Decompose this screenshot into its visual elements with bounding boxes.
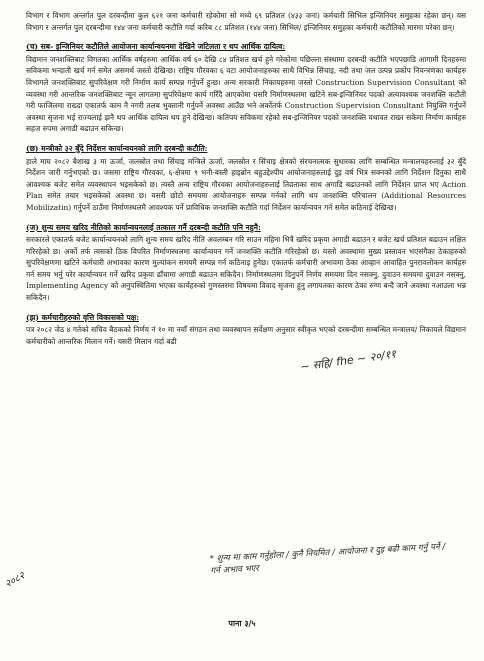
section-chha	[26, 143, 466, 214]
section-body: पत्र २०८२ जेठ ४ गतेको सचिव बैठकको निर्णय नं १० मा नयाँ संगठन तथा व्यवस्थापन सर्वेक्षण अनुसार स्वीकृत भएको दरबन्दीमा सम्बन्धित मन्त्रालय/ निकायले विद्यमान कर्मचारीको आन्तरिक मिलान गर्ने। यसरी मिलान गर्दा बढी	[26, 325, 466, 346]
section-ja	[26, 222, 466, 304]
intro-paragraph: विभाग र विभाग अन्तर्गत पुल दरबन्दीमा कुल ६२१ जना कर्मचारी रहेकोमा सो मध्ये ६९ प्रतिशत (४३३ जना) कर्मचारी सिभिल इन्जिनियर समुहका रहेका छन्। यस विभाग र अन्तर्गत पुल दरबन्दीमा १४४ जना कर्मचारी कटौति गर्दा करिब ८८ प्रतिशत (१४४ जना) सिभिल/ इन्जिनियर समुहका कर्मचारी कटौतिको मारमा परेका छन्।	[26, 11, 466, 32]
page-number: पाना ३/५	[228, 618, 256, 628]
section-body: हाले माघ २०८२ बैशाख ३ मा ऊर्जा, जलस्रोत तथा सिंचाइ मन्त्रिले ऊर्जा, जलस्रोत र सिंचाइ क्षेत्रको संरचनात्मक सुधारका लागि सम्बन्धित मन्त्रालयहरुलाई ३२ बुँदे निर्देशन जारी गर्नुभएको छ। जसमा राष्ट्रिय गौरवका, ६-क्षेत्रमा ९ भनी-बस्ती हाइब्रोन बहुउद्देश्यीय आयोजनाहरुलाई दुइ वर्ष भित्र सक्नको लागि निर्देशन दिनुका साथै आवश्यक बजेट समेत व्यवस्थापन भइसकेको छ। त्यस्तै अन्य राष्ट्रिय गौरवका आयोजनाहरुलाई तिव्रताका साथ अगाडि बढाउनको लागि निर्देशन प्राप्त भए Action Plan समेत तयार भइसकेको अवस्था छ। यसरी छोटो समयमा आयोजनाहरु सम्पन्न गर्नको लागि थप जनशक्ति परिचालन (Additional Resources Mobilizatin) गर्नुपर्ने ठाउँमा निर्माणस्थलमै आवश्यक पर्ने प्राविधिक जनशक्ति कटौति गर्दा निर्देशन कार्यान्वयन गर्न समेत कठिनाई देखिन्छ।	[26, 156, 466, 212]
handwritten-note: * शुन्य मा काम गर्नुहोला / कुनै नियमित / आयोजना र दुइ बढी काम गर्नु पर्ने / गर्न अभाव भएर	[209, 541, 446, 577]
handwritten-signature: ~ सहि/ fhe ~ २०/११	[299, 347, 397, 374]
section-jha	[26, 312, 466, 348]
handwritten-margin-note: २०८२	[3, 570, 27, 591]
section-heading: (च) सब- इन्जिनियर कटौतिले आयोजना कार्यान्वयनमा देखिने जटिलता र थप आर्थिक दायित्व:	[26, 42, 286, 52]
section-body: सरकारले एकातर्फ बजेट कार्यान्वयनको लागि शुन्य समय खरिद नीति अवलम्बन गरि साउन महिना भित्रै खरिद प्रकृया अगाडी बढाउन र बजेट खर्च प्रतिशत बढाउन लक्षित गरिरहेको छ। अर्को तर्फ त्यसको ठिक विपरित निर्माणस्थलमा कार्यान्वयन गर्ने जनशक्ति कटौति गरिरहेको छ। यस्तो अवस्थामा मुख्य प्रस्तावन भएसंगैका ठेकाहरुको सुपरिवेक्षणमा खटिने कर्मचारी अभावका कारण मुल्यांकन समयमै सम्पन्न गर्न कठिनाइ हुनेछ। एकातर्फ कर्मचारी अभावमा ठेका आव्हान आवाहित पुनरावलोकन कार्यहरु गर्न समय भर्नु परेर कार्यान्वयन गर्ने खरिद प्रकृया ढाँचामा अगाडी बढाउन सकिदैन। निर्माणस्थलमा दिनुपर्ने निर्णय समयमा दिन नसक्नु, दुवाउन समयमा दुवाउन नसक्नु, Implementing Agency को अनुपस्थितिमा भएका कार्यहरुको गुणस्तरमा विषयमा विवाद सृजना हुनु लगायतका कारण ठेका रुग्ण बन्दै जाने अवस्था नआउला भन्न सकिदैन।	[26, 235, 466, 303]
document-body	[26, 10, 466, 347]
section-heading: (ज) शुन्य समय खरिद नीतिको कार्यान्वयनलाई तत्काल गर्नै दरबन्दी कटौति पनि नहुनै:	[26, 222, 261, 232]
section-cha	[26, 41, 466, 135]
section-heading: (छ) मन्त्रीको ३२ बुँदे निर्देशन कार्यान्वयनको लागि दरबन्दी कटौति:	[26, 143, 208, 153]
section-heading: (झ) कर्मचारीहरुको वृत्ति विकासको पक्ष:	[26, 312, 140, 322]
section-body: विद्यमान जनशक्तिबाट विगतका आर्थिक वर्षहरुमा आर्थिक वर्ष ६० देखि ८४ प्रतिशत खर्च हुने गरेकोमा पछिल्ला संस्थामा दरबन्दी कटौति भएपछाडि आगामी दिनहरुमा सविकमा भन्दाती खर्च गर्न समेत असमर्थ जस्तो देखिन्छ। राष्ट्रिय गौरवका ६ वटा आयोजनाहरुका साथै विभिन्न सिंचाइ, नदी तथा जल उत्पन्न प्रकोप नियन्त्रणका कार्यहरु विभागले जनशक्तिबाट सुपरिवेक्षण गरी निर्माण कार्य सम्पन्न गर्नुपर्ने हुन्छ। अन्य सरकारी निकायहरुमा जस्तो Construction Supervision Consultant को व्यवस्था गरी आन्तरिक जनशक्तिबाट न्यून लागतमा सुपरिवेक्षण कार्य गरिँदै आएकोमा यसरि निर्माणस्थलमा खटिने सब-इन्जिनियर पदको अत्यावश्यक जनशक्ति कटौती गरी फाजिलमा राख्दा एकातर्फ काम नै नगरी तलब भुक्तानी गर्नुपर्ने अवस्था आउँछ भने अर्कोतर्फ Construction Supervision Consultant नियुक्ति गर्नुपर्ने अवस्था सृजना भई राज्यलाई झनै थप आर्थिक दायित्व थप हुने देखिन्छ। कतिपय सविकमा रहेको सब-इन्जिनियर पदको जनशक्ति यथावत राख्न सकेमा निर्माण कार्यहरु सहज रुपमा अगाडी बढाउन सकिन्छ।	[26, 54, 466, 134]
